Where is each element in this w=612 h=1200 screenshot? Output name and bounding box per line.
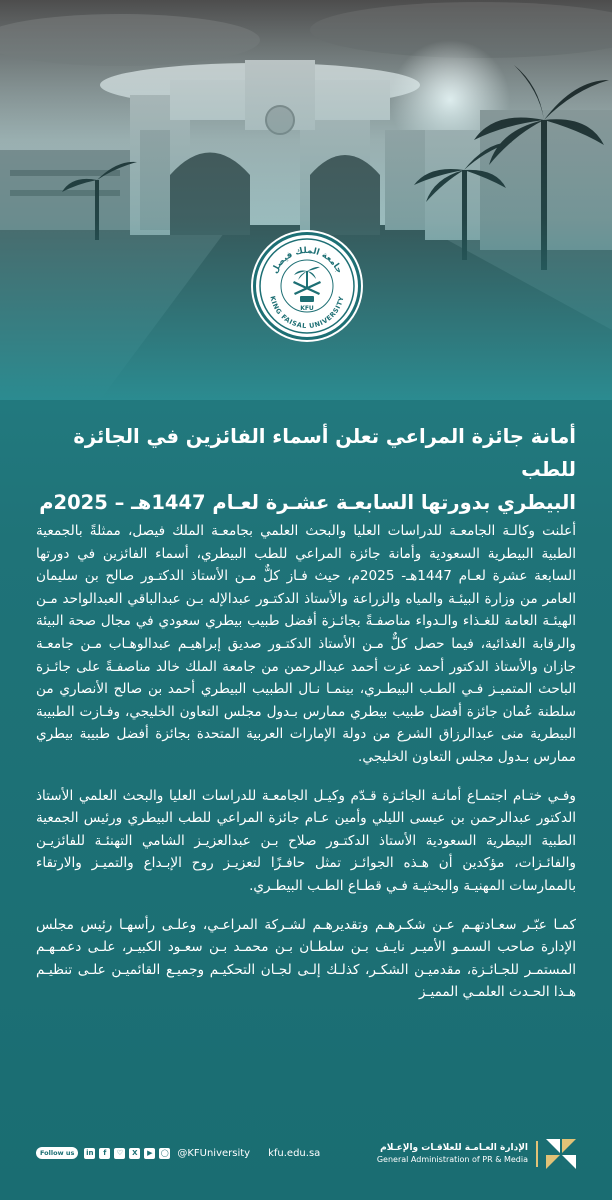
department-name-english: General Administration of PR & Media [376, 1155, 528, 1164]
follow-us-label: Follow us [36, 1147, 78, 1159]
facebook-icon[interactable]: f [99, 1148, 110, 1159]
department-branding [377, 1138, 576, 1170]
social-handle[interactable]: @KFUniversity [177, 1147, 251, 1159]
footer [0, 1128, 612, 1178]
seal-arabic-name: جامعة الملك فيصل [269, 245, 345, 276]
article-body [36, 520, 576, 1020]
seal-abbrev: KFU [300, 305, 314, 312]
department-name [377, 1142, 528, 1166]
snapchat-icon[interactable]: ♡ [114, 1148, 125, 1159]
linkedin-icon[interactable]: in [86, 1148, 94, 1157]
instagram-icon[interactable]: ◯ [160, 1148, 169, 1157]
svg-text:جامعة الملك فيصل [270, 246, 344, 275]
social-bar [36, 1145, 320, 1161]
campus-gate-illustration [0, 0, 612, 400]
seal-english-name: KING FAISAL UNIVERSITY [268, 295, 346, 331]
title-line-2: البيطري بدورتها السابعـة عشـرة لعـام 1447هـ – 2025م [39, 491, 576, 514]
x-icon[interactable]: X [129, 1148, 140, 1159]
department-name-arabic: الإدارة العـامـة للعلاقـات والإعـلام [380, 1143, 528, 1153]
paragraph-1: أعلنت وكالـة الجامعـة للدراسات العليا والبحث العلمي بجامعـة الملك فيصل، ممثلةً بالجمعية الطبية البيطرية السعودية وأمانة جائزة المراعي للطب البيطري، أسماء الفائزين في دورتها السابعة عشرة لعـام 1447هـ- 2025م، حيث فـاز كلٌّ مـن الأستاذ الدكتـور صالح بن سليمان العامر من وزارة البيئـة والمياه والزراعة والأستاذ الدكتـور عبدالإله بـن عبدالباقي العبدالواحد مـن الهيئـة العامة للغـذاء والـدواء مناصفـةً بجائـزة أفضل طبيب بيطري سعودي في مجال صحة البيئة والرقابة الغذائية، فيما حصل كلٌّ مـن الأستاذ الدكتـور صديق إبراهيـم عبدالوهـاب مـن جامعـة جازان والأستاذ الدكتور أحمد عزت أحمد عبدالرحمن من جامعة الملك خالد مناصفـةً على جائـزة الباحث المتميـز فـي الطـب البيطـري، بينمـا نـال الطبيب البيطري أحمد بن صالح الأنصاري من سلطنة عُمان جائزة أفضل طبيب بيطري ممارس بـدول مجلس التعاون الخليجي، وفـازت الطبيبة البيطرية منى عبدالرزاق الشرع من دولة الإمارات العربية المتحدة بجائزة أفضل طبيبة بيطري ممارس بـدول مجلس التعاون الخليجي. [36, 523, 576, 765]
website-link[interactable]: kfu.edu.sa [268, 1147, 321, 1159]
kfu-seal-icon [253, 232, 361, 340]
hero-image [0, 0, 612, 400]
youtube-icon[interactable]: ▶ [144, 1148, 155, 1159]
accent-divider [536, 1141, 538, 1167]
page-title [36, 420, 576, 519]
pr-media-logo-icon [546, 1139, 576, 1169]
title-line-1: أمانة جائزة المراعي تعلن أسماء الفائزين في الجائزة للطب [73, 425, 576, 481]
paragraph-2: وفـي ختـام اجتمـاع أمانـة الجائـزة قـدّم وكيـل الجامعـة للدراسات العليا والبحث العلمي الأستاذ الدكتور عبدالرحمن بن عيسى الليلي وأمين عـام جائزة المراعي للطب البيطري ورئيس الجمعية الطبية البيطرية السعودية الأستاذ الدكتـور صلاح بـن عبدالعزيـز الشامي التهنئـة للفائزيـن والفائـزات، مؤكدين أن هـذه الجوائـز تمثل حافـزًا لتعزيـز روح الإبـداع والتميـز والارتقاء بالممارسات المهنيـة والبحثيـة فـي قطـاع الطـب البيطـري. [36, 787, 576, 894]
paragraph-3: كمـا عبّـر سعـادتهـم عـن شكـرهـم وتقديرهـم لشـركة المراعـي، وعلـى رأسهـا رئيس مجلس الإدارة صاحب السمـو الأميـر نايـف بـن سلطـان بـن محمـد بـن سعـود الكبيـر، علـى دعمـهـم المستمـر للجـائـزة، مقدميـن الشكـر، كذلـك إلـى لجـان التحكيـم وجميـع القائميـن علـى تنظيـم هـذا الحـدث العلمـي المميـز [36, 916, 576, 1001]
